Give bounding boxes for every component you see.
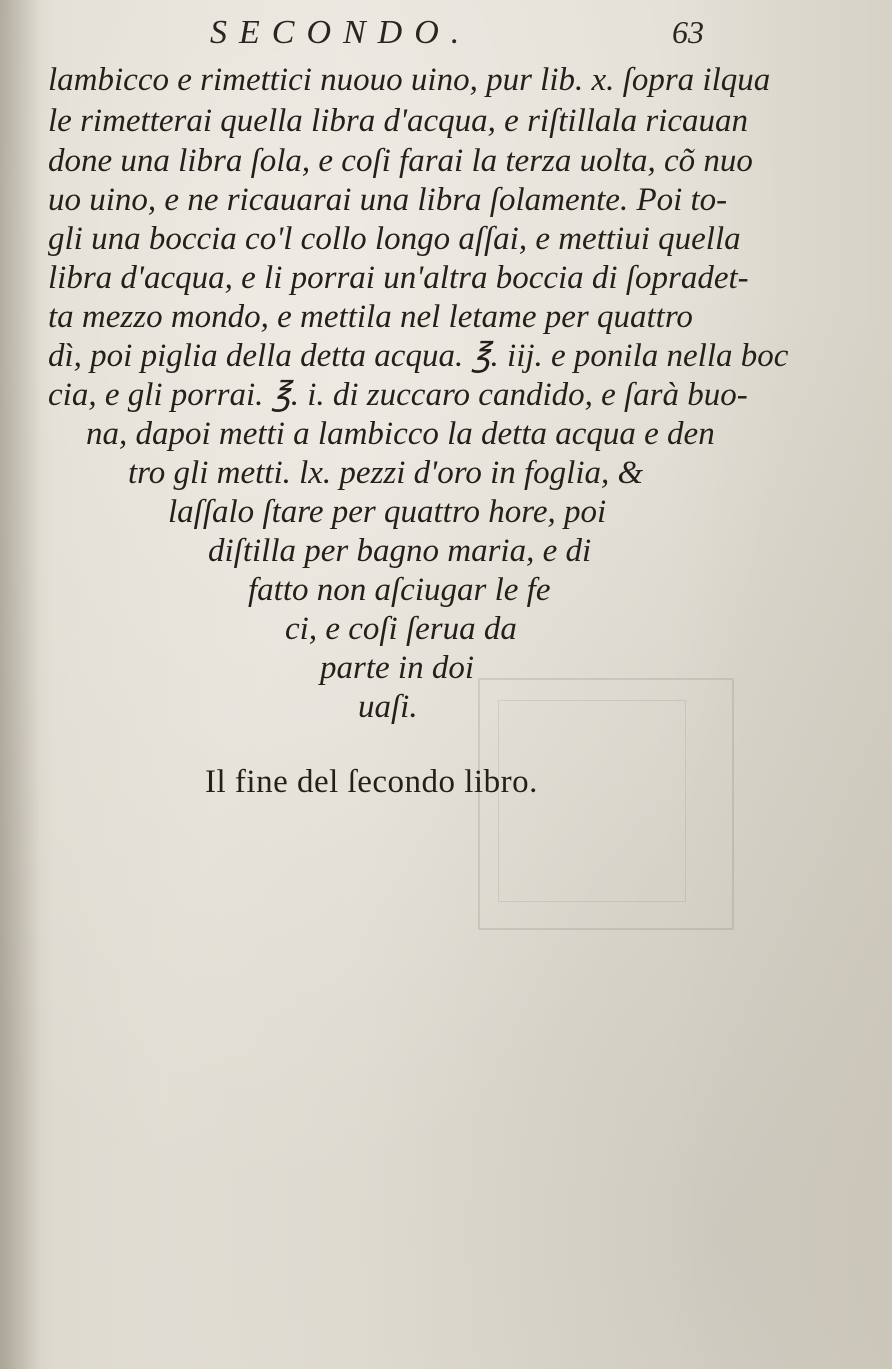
page-number: 63 — [672, 14, 704, 50]
text-line: ta mezzo mondo, e mettila nel letame per quattro — [48, 299, 693, 335]
text-line: na, dapoi metti a lambicco la detta acqua e den — [86, 416, 715, 452]
text-line: diſtilla per bagno maria, e di — [208, 533, 592, 569]
running-head: SECONDO. — [210, 14, 472, 51]
text-line: lambicco e rimettici nuouo uino, pur lib. x. ſopra ilqua — [48, 62, 771, 98]
text-line: ci, e coſi ſerua da — [285, 611, 517, 647]
text-line: done una libra ſola, e coſi farai la terza uolta, cõ nuo — [48, 143, 753, 179]
text-line: uaſi. — [358, 689, 418, 725]
show-through-frame-inner — [498, 700, 686, 902]
text-line: le rimetterai quella libra d'acqua, e riſtillala ricauan — [48, 103, 748, 139]
text-line: parte in doi — [320, 650, 474, 686]
text-line: cia, e gli porrai. ℥. i. di zuccaro candido, e ſarà buo- — [48, 377, 748, 413]
text-line: dì, poi piglia della detta acqua. ℥. iij. e ponila nella boc — [48, 338, 789, 374]
text-line: gli una boccia co'l collo longo aſſai, e mettiui quella — [48, 221, 741, 257]
closing-line: Il fine del ſecondo libro. — [205, 764, 538, 800]
text-line: uo uino, e ne ricauarai una libra ſolamente. Poi to- — [48, 182, 728, 218]
text-line: laſſalo ſtare per quattro hore, poi — [168, 494, 607, 530]
text-line: fatto non aſciugar le fe — [248, 572, 551, 608]
text-line: tro gli metti. lx. pezzi d'oro in foglia, & — [128, 455, 644, 491]
text-line: libra d'acqua, e li porrai un'altra boccia di ſopradet- — [48, 260, 749, 296]
binding-shadow — [0, 0, 40, 1369]
